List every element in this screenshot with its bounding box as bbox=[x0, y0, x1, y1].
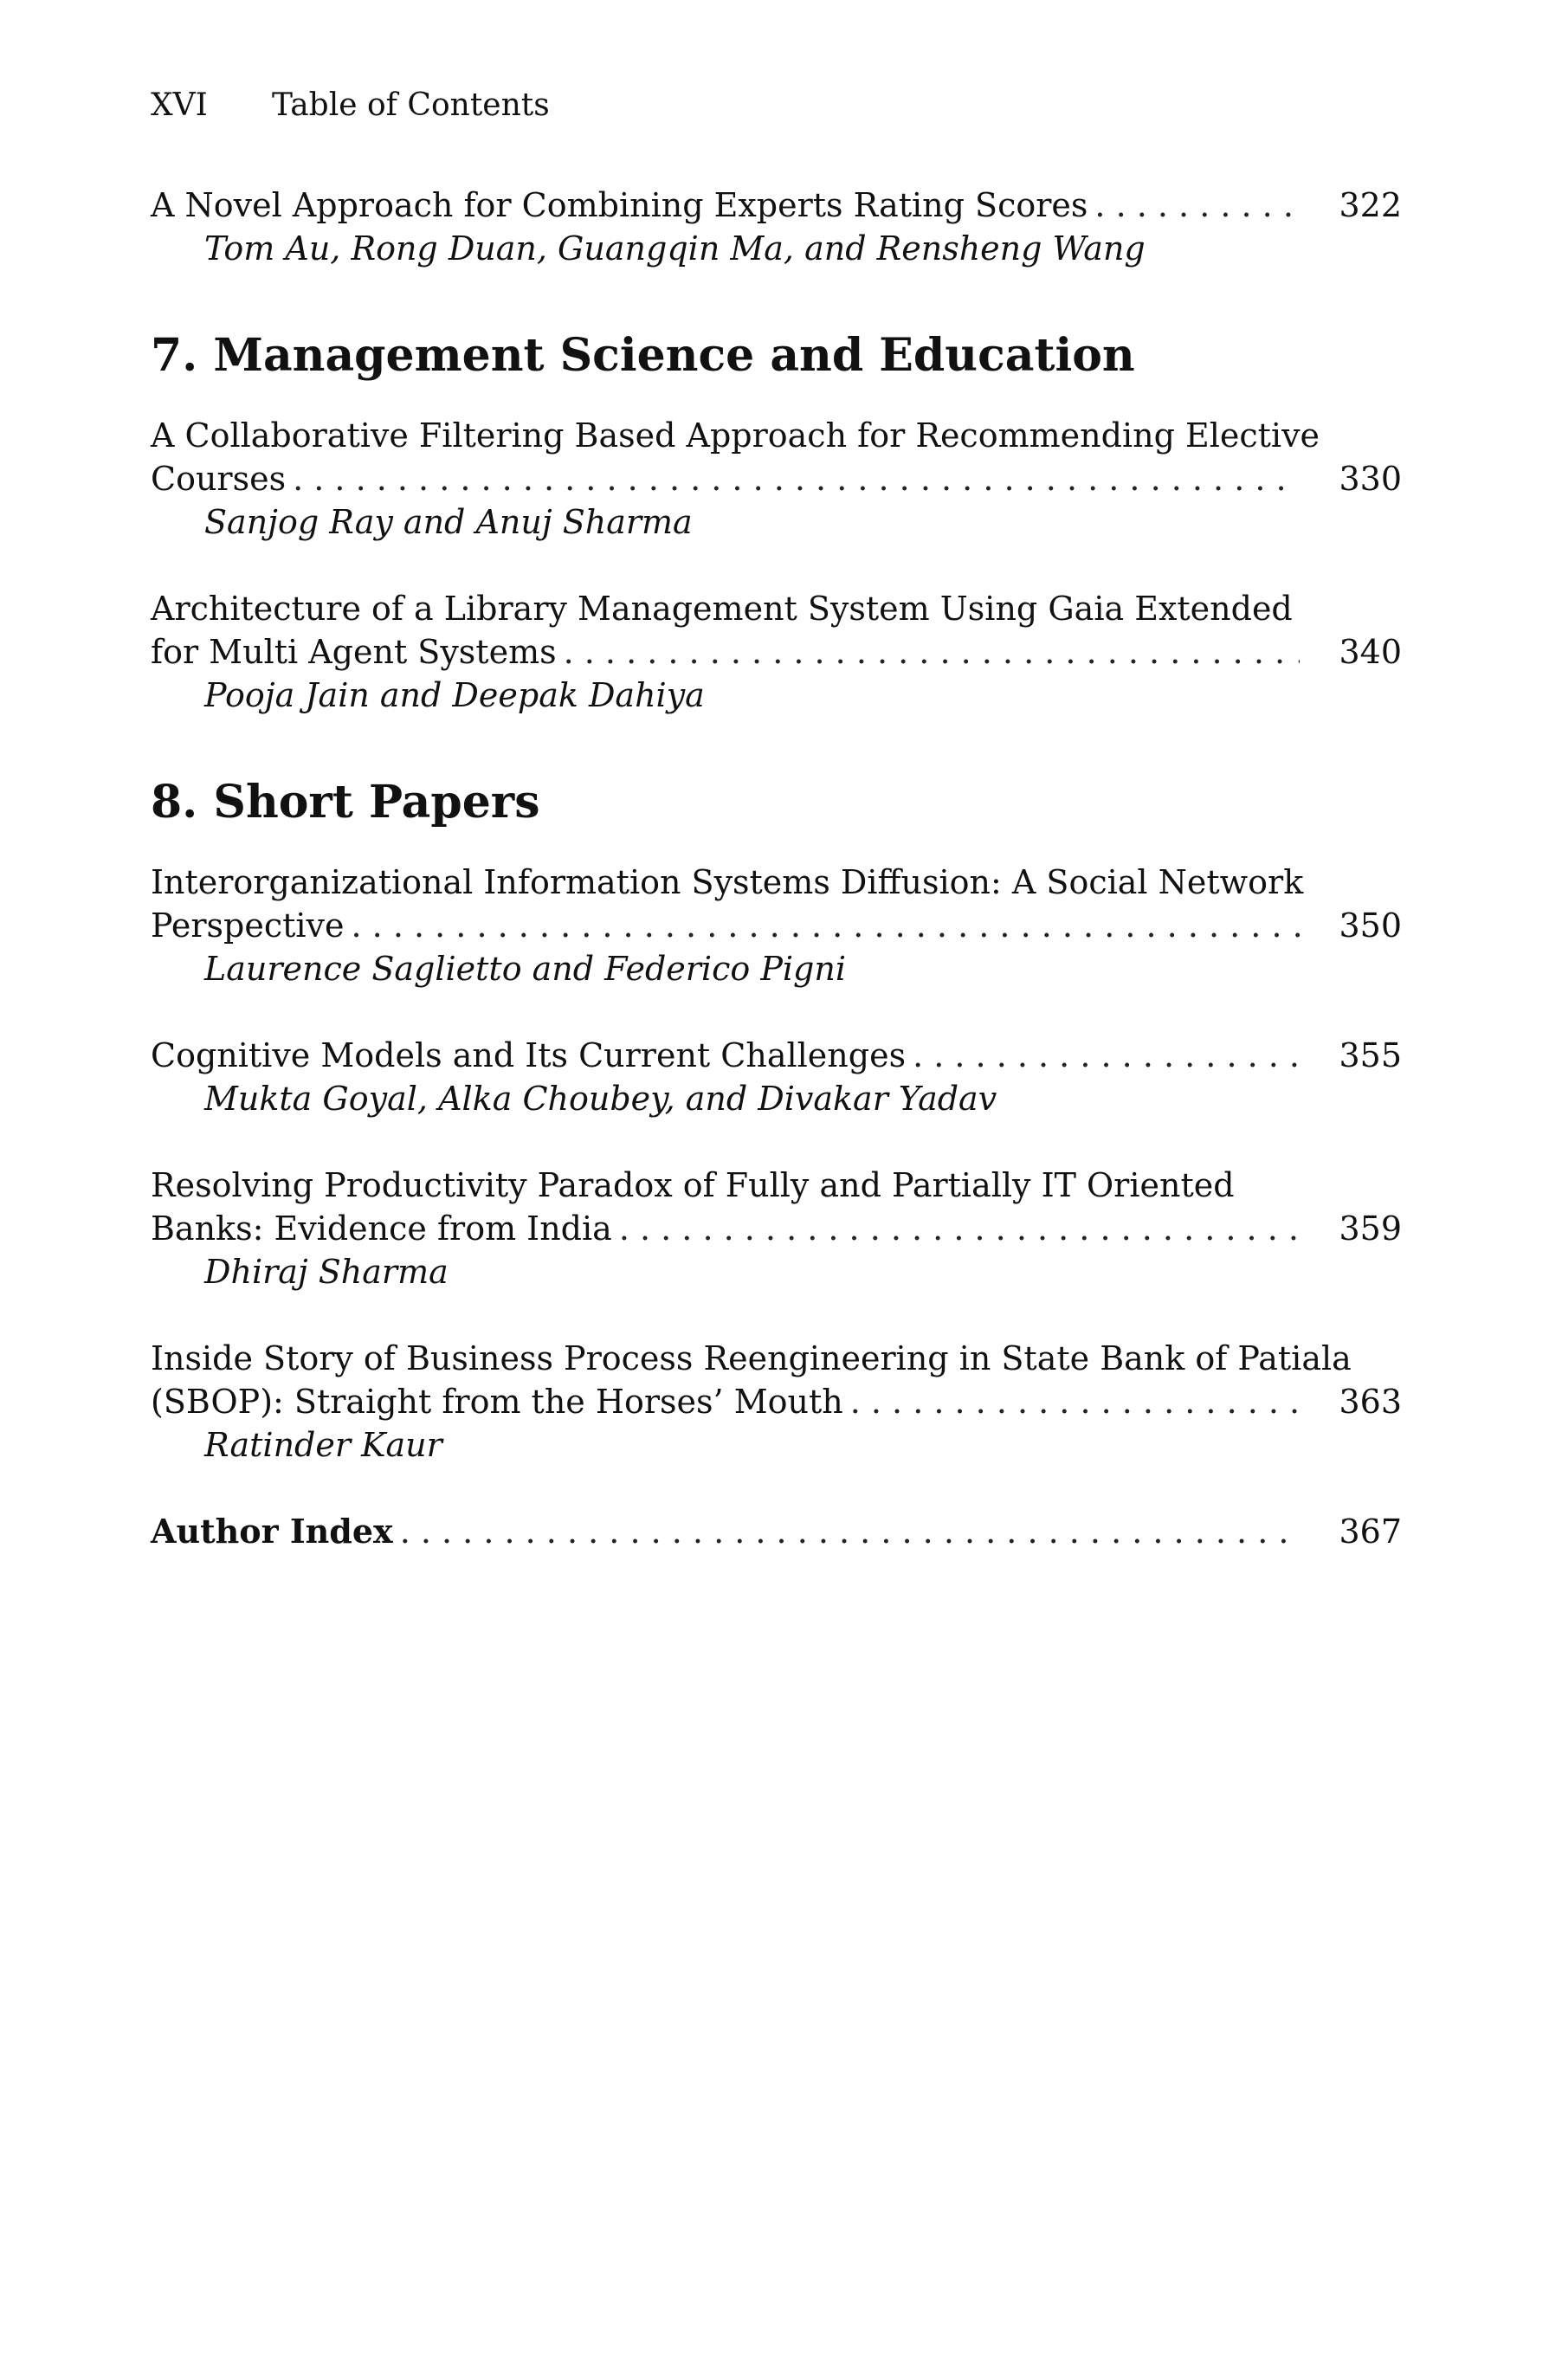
dot-leader bbox=[1094, 184, 1300, 227]
toc-entry-authors: Sanjog Ray and Anuj Sharma bbox=[204, 503, 693, 541]
author-index-label: Author Index bbox=[151, 1512, 393, 1551]
section-heading: 7. Management Science and Education bbox=[151, 329, 1135, 382]
toc-entry-authors: Mukta Goyal, Alka Choubey, and Divakar Yadav bbox=[204, 1080, 997, 1118]
toc-entry[interactable] bbox=[151, 414, 1402, 544]
running-title: Table of Contents bbox=[272, 87, 550, 123]
toc-entry-title-line bbox=[151, 184, 1402, 227]
toc-entry-title-line bbox=[151, 1034, 1402, 1077]
toc-entry-authors: Laurence Saglietto and Federico Pigni bbox=[204, 950, 846, 988]
dot-leader bbox=[619, 1207, 1300, 1250]
dot-leader bbox=[293, 457, 1300, 500]
toc-entry-authors: Ratinder Kaur bbox=[204, 1426, 442, 1464]
toc-entry-title-line2: Courses bbox=[151, 460, 287, 498]
toc-entry-title-line1: A Collaborative Filtering Based Approach for Recommending Elective bbox=[151, 416, 1320, 455]
toc-entry-title-line1: Architecture of a Library Management System Using Gaia Extended bbox=[151, 590, 1293, 628]
toc-entry[interactable] bbox=[151, 184, 1402, 270]
toc-entry[interactable] bbox=[151, 861, 1402, 990]
toc-entry-page: 340 bbox=[1339, 633, 1402, 671]
toc-entry-authors: Dhiraj Sharma bbox=[204, 1253, 449, 1291]
toc-entry-title-line2: Perspective bbox=[151, 906, 345, 945]
running-header bbox=[151, 87, 1402, 125]
toc-entry-page: 363 bbox=[1339, 1383, 1402, 1421]
toc-entry-title-line2: for Multi Agent Systems bbox=[151, 633, 557, 671]
toc-entry[interactable] bbox=[151, 1034, 1402, 1120]
toc-entry[interactable] bbox=[151, 1164, 1402, 1293]
toc-entry-page: 359 bbox=[1339, 1209, 1402, 1248]
toc-entry-title-line bbox=[151, 1380, 1402, 1423]
toc-entry[interactable] bbox=[151, 1337, 1402, 1467]
dot-leader bbox=[400, 1510, 1300, 1553]
toc-entry-title-line bbox=[151, 904, 1402, 947]
toc-entry-title-line1: Resolving Productivity Paradox of Fully and Partially IT Oriented bbox=[151, 1166, 1235, 1204]
toc-entry-title-line1: Inside Story of Business Process Reengineering in State Bank of Patiala bbox=[151, 1339, 1352, 1377]
toc-entry-title-line bbox=[151, 630, 1402, 674]
toc-entry-authors: Tom Au, Rong Duan, Guangqin Ma, and Rensheng Wang bbox=[204, 229, 1146, 268]
dot-leader bbox=[850, 1380, 1300, 1423]
toc-entry-title-line1: Interorganizational Information Systems Diffusion: A Social Network bbox=[151, 863, 1304, 901]
toc-entry-title: A Novel Approach for Combining Experts Rating Scores bbox=[151, 186, 1088, 224]
toc-entry-title-line2: (SBOP): Straight from the Horses’ Mouth bbox=[151, 1383, 843, 1421]
toc-entry-title-line2: Banks: Evidence from India bbox=[151, 1209, 612, 1248]
toc-entry-authors: Pooja Jain and Deepak Dahiya bbox=[204, 676, 705, 714]
toc-entry[interactable] bbox=[151, 587, 1402, 717]
toc-page bbox=[151, 87, 1402, 1553]
toc-entry-title: Cognitive Models and Its Current Challenges bbox=[151, 1036, 907, 1074]
toc-entry-title-line bbox=[151, 1207, 1402, 1250]
author-index-line bbox=[151, 1510, 1402, 1553]
toc-entry-title-line bbox=[151, 457, 1402, 500]
section-heading: 8. Short Papers bbox=[151, 776, 540, 829]
dot-leader bbox=[352, 904, 1301, 947]
author-index-page: 367 bbox=[1339, 1512, 1402, 1551]
page-folio: XVI bbox=[151, 87, 208, 123]
toc-entry-page: 322 bbox=[1339, 186, 1402, 224]
dot-leader bbox=[564, 630, 1300, 674]
dot-leader bbox=[913, 1034, 1300, 1077]
author-index-entry[interactable] bbox=[151, 1510, 1402, 1553]
toc-entry-page: 350 bbox=[1339, 906, 1402, 945]
toc-entry-page: 355 bbox=[1339, 1036, 1402, 1074]
toc-entry-page: 330 bbox=[1339, 460, 1402, 498]
